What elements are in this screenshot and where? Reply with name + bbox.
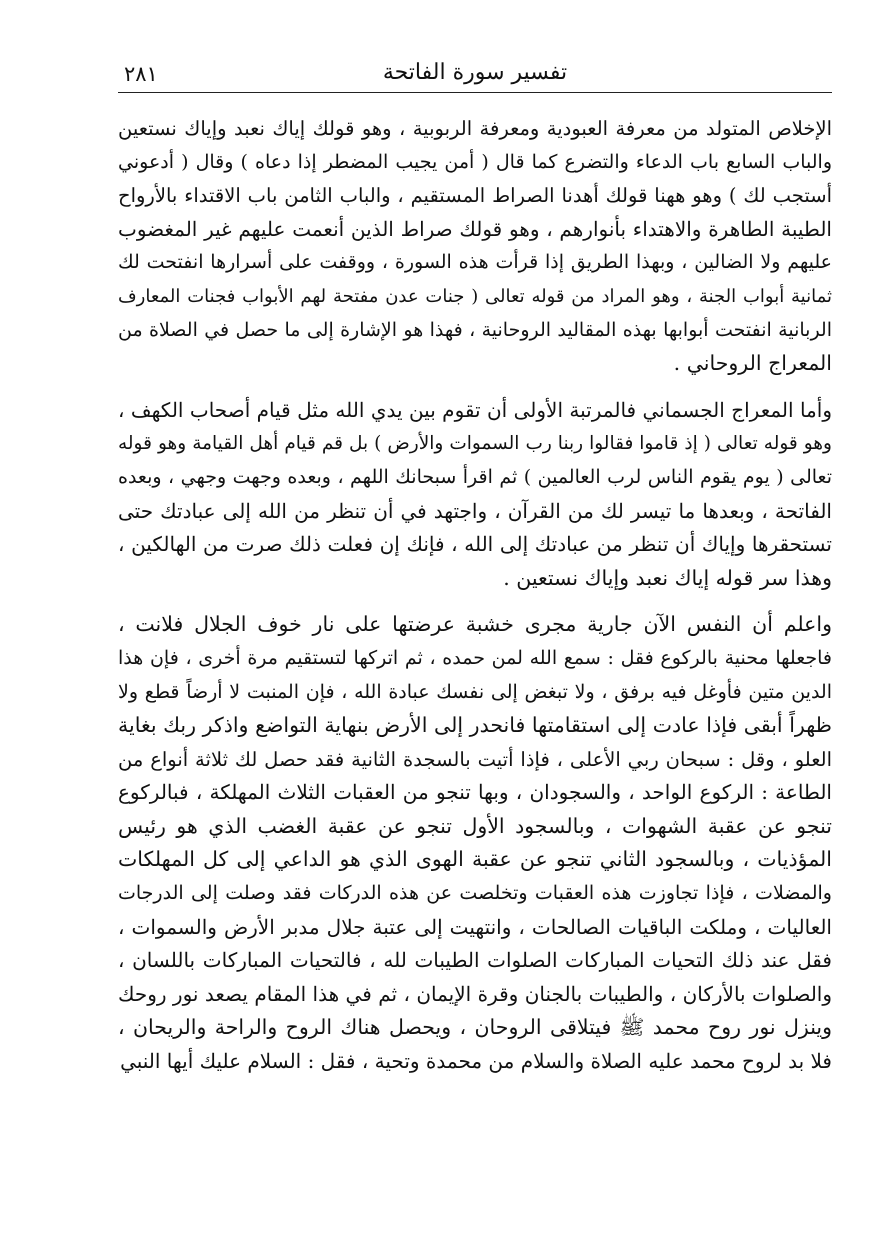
text-line: الدين متين فأوغل فيه برفق ، ولا تبغض إلى نفسك عبادة الله ، فإن المنبت لا أرضاً قطع ولا xyxy=(118,680,832,703)
text-line: وهو قوله تعالى ( إذ قاموا فقالوا ربنا رب السموات والأرض ) بل قم قيام أهل القيامة وهو قوله xyxy=(118,433,832,455)
text-line: الطاعة : الركوع الواحد ، والسجودان ، وبها تنجو من العقبات الثلاث المهلكة ، فبالركوع xyxy=(118,780,832,805)
text-line: المعراج الروحاني . xyxy=(673,351,832,376)
running-header xyxy=(118,58,832,90)
text-line: فاجعلها محنية بالركوع فقل : سمع الله لمن حمده ، ثم اتركها لتستقيم مرة أخرى ، فإن هذا xyxy=(118,646,832,669)
text-line: عليهم ولا الضالين ، وبهذا الطريق إذا قرأت هذه السورة ، ووقفت على أسرارها انفتحت لك xyxy=(118,251,832,274)
text-line: واعلم أن النفس الآن جارية مجرى خشبة عرضتها على نار خوف الجلال فلانت ، xyxy=(118,612,832,637)
text-line: وهذا سر قوله إياك نعبد وإياك نستعين . xyxy=(503,565,832,590)
paragraph xyxy=(118,112,832,381)
body-text xyxy=(118,112,832,1079)
text-line: تعالى ( يوم يقوم الناس لرب العالمين ) ثم اقرأ سبحانك اللهم ، وبعده وجهت وجهي ، وبعده xyxy=(118,465,832,488)
text-line: العلو ، وقل : سبحان ربي الأعلى ، فإذا أتيت بالسجدة الثانية فقد حصل لك ثلاثة أنواع من xyxy=(118,747,832,771)
text-line: والمضلات ، فإذا تجاوزت هذه العقبات وتخلصت عن هذه الدركات فقد وصلت إلى الدرجات xyxy=(118,882,832,905)
text-line: وأما المعراج الجسماني فالمرتبة الأولى أن تقوم بين يدي الله مثل قيام أصحاب الكهف ، xyxy=(118,397,832,422)
text-line: ثمانية أبواب الجنة ، وهو المراد من قوله تعالى ( جنات عدن مفتحة لهم الأبواب فجنات المعارف xyxy=(118,285,832,307)
text-line: ظهراً أبقى فإذا عادت إلى استقامتها فانحدر إلى الأرض بنهاية التواضع واذكر ربك بغاية xyxy=(118,713,832,738)
text-line: تنجو عن عقبة الشهوات ، وبالسجود الأول تنجو عن عقبة الغضب الذي هو رئيس xyxy=(118,813,832,838)
paragraph xyxy=(118,608,832,1078)
header-title: تفسير سورة الفاتحة xyxy=(382,60,568,85)
header-divider xyxy=(118,92,832,93)
text-line: المؤذيات ، وبالسجود الثاني تنجو عن عقبة الهوى الذي هو الداعي إلى كل المهلكات xyxy=(118,847,832,872)
text-line: العاليات ، وملكت الباقيات الصالحات ، وانتهيت إلى عتبة جلال مدبر الأرض والسموات ، xyxy=(118,914,832,939)
text-line: الطيبة الطاهرة والاهتداء بأنوارهم ، وهو قولك صراط الذين أنعمت عليهم غير المغضوب xyxy=(118,216,832,241)
text-line: أستجب لك ) وهو ههنا قولك أهدنا الصراط المستقيم ، والباب الثامن باب الاقتداء بالأرواح xyxy=(118,184,832,208)
text-line: فلا بد لروح محمد عليه الصلاة والسلام من محمدة وتحية ، فقل : السلام عليك أيها النبي xyxy=(120,1049,832,1074)
page-number: ٢٨١ xyxy=(124,62,158,86)
text-line: تستحقرها وإياك أن تنظر من عبادتك إلى الله ، فإنك إن فعلت ذلك صرت من الهالكين ، xyxy=(118,532,832,557)
text-line: الفاتحة ، وبعدها ما تيسر لك من القرآن ، واجتهد في أن تنظر من الله إلى عبادتك حتى xyxy=(118,498,832,523)
paragraph xyxy=(118,394,832,596)
text-line: والصلوات بالأركان ، والطيبات بالجنان وقرة الإيمان ، ثم في هذا المقام يصعد نور روحك xyxy=(118,981,832,1006)
text-line: فقل عند ذلك التحيات المباركات الصلوات الطيبات لله ، فالتحيات المباركات باللسان ، xyxy=(118,948,832,973)
text-line: الإخلاص المتولد من معرفة العبودية ومعرفة الربوبية ، وهو قولك إياك نعبد وإياك نستعين xyxy=(118,117,832,140)
text-line: والباب السابع باب الدعاء والتضرع كما قال ( أمن يجيب المضطر إذا دعاه ) وقال ( أدعوني xyxy=(118,150,832,173)
text-line: وينزل نور روح محمد ﷺ فيتلاقى الروحان ، ويحصل هناك الروح والراحة والريحان ، xyxy=(118,1015,832,1040)
text-line: الربانية انفتحت أبوابها بهذه المقاليد الروحانية ، فهذا هو الإشارة إلى ما حصل في الصلاة من xyxy=(118,318,832,341)
